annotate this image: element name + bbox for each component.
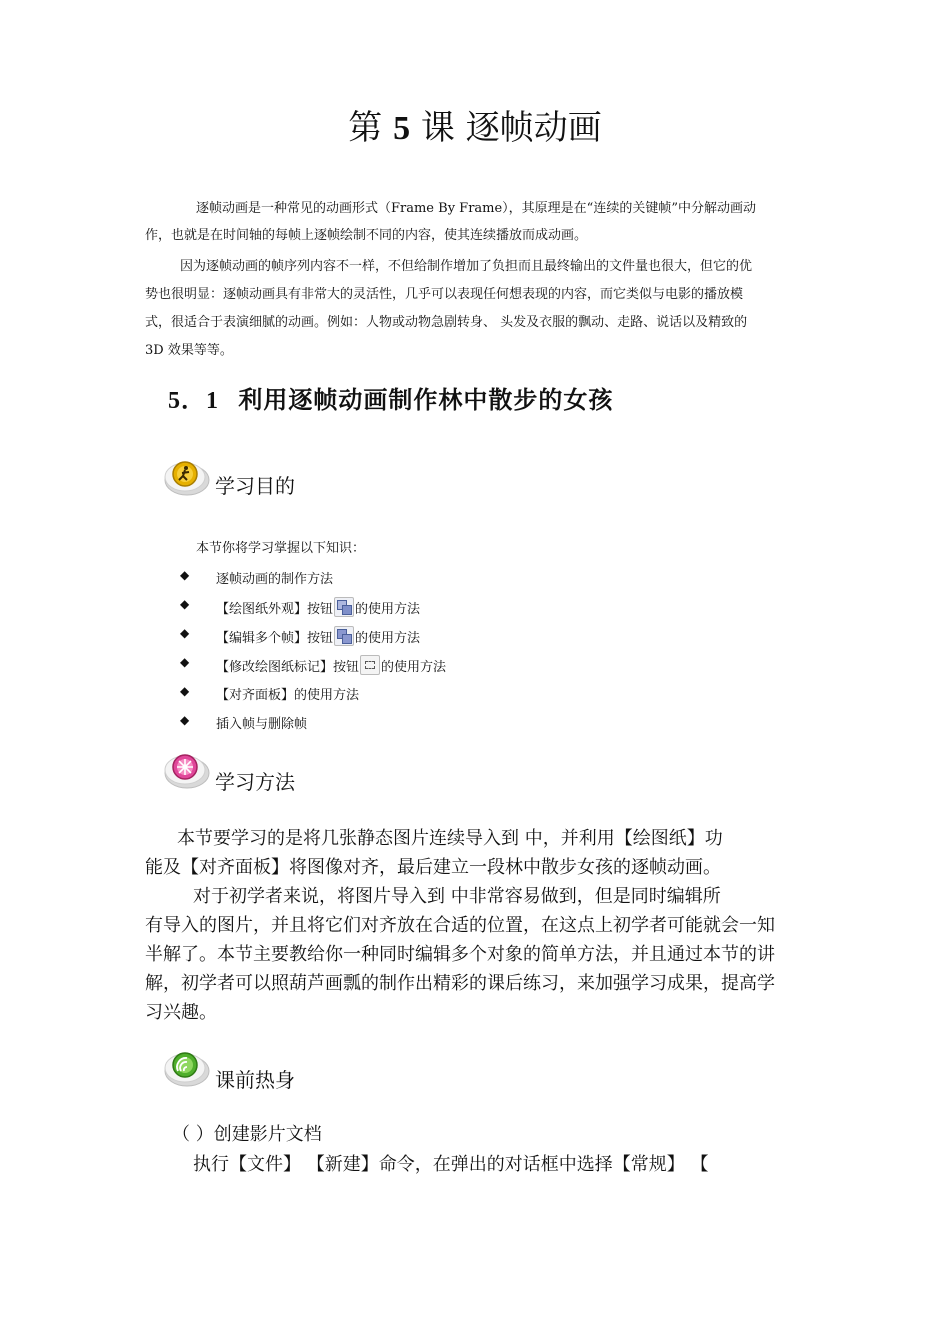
goals-heading: 学习目的 [215, 474, 295, 498]
bullet-diamond-icon: ◆ [180, 568, 190, 582]
flower-icon [163, 749, 213, 789]
title-prefix: 第 [348, 108, 383, 148]
method-line-4: 有导入的图片，并且将它们对齐放在合适的位置，在这点上初学者可能就会一知 [145, 915, 775, 936]
running-person-icon [163, 456, 213, 496]
step-title: （ ）创建影片文档 [172, 1124, 322, 1145]
method-line-5: 半解了。本节主要教给你一种同时编辑多个对象的简单方法，并且通过本节的讲 [145, 944, 775, 965]
goal-line [216, 597, 420, 617]
goals-intro: 本节你将学习掌握以下知识： [196, 541, 366, 556]
title-number: 5 [393, 110, 411, 147]
lesson-title [0, 100, 950, 149]
section-title: 利用逐帧动画制作林中散步的女孩 [238, 386, 614, 414]
bullet-diamond-icon: ◆ [180, 684, 190, 698]
section-number: 5．1 [168, 388, 219, 414]
intro-line-3: 因为逐帧动画的帧序列内容不一样，不但给制作增加了负担而且最终输出的文件量也很大，但它的优 [180, 259, 753, 274]
modify-onion-markers-icon [360, 655, 380, 675]
list-item [180, 684, 580, 704]
goal-text-suffix: 的使用方法 [381, 660, 447, 675]
goal-text-suffix: 的使用方法 [355, 631, 421, 646]
bullet-diamond-icon: ◆ [180, 655, 190, 669]
goal-text-suffix: 的使用方法 [355, 602, 421, 617]
title-suffix: 课 逐帧动画 [420, 108, 602, 148]
list-item [180, 568, 580, 588]
method-line-1: 本节要学习的是将几张静态图片连续导入到 中，并利用【绘图纸】功 [177, 828, 723, 849]
intro-line-2: 作，也就是在时间轴的每帧上逐帧绘制不同的内容，使其连续播放而成动画。 [145, 228, 588, 243]
section-heading [168, 380, 613, 415]
signal-icon [163, 1047, 213, 1087]
method-line-3: 对于初学者来说，将图片导入到 中非常容易做到，但是同时编辑所 [193, 886, 721, 907]
onion-skin-icon [334, 597, 354, 617]
step-text: 执行【文件】 【新建】命令，在弹出的对话框中选择【常规】 【 [193, 1154, 709, 1175]
intro-line-4: 势也很明显：逐帧动画具有非常大的灵活性，几乎可以表现任何想表现的内容，而它类似与电影的播放模 [145, 287, 744, 302]
bullet-diamond-icon: ◆ [180, 597, 190, 611]
goal-text: 插入帧与删除帧 [216, 717, 308, 732]
list-item [180, 713, 580, 733]
method-line-2: 能及【对齐面板】将图像对齐，最后建立一段林中散步女孩的逐帧动画。 [145, 857, 721, 878]
goal-text: 逐帧动画的制作方法 [216, 572, 334, 587]
list-item [180, 626, 580, 646]
goal-line [216, 626, 420, 646]
goal-text: 【修改绘图纸标记】按钮 [216, 660, 360, 675]
method-line-6: 解，初学者可以照葫芦画瓢的制作出精彩的课后练习，来加强学习成果，提高学 [145, 973, 775, 994]
edit-multiple-frames-icon [334, 626, 354, 646]
goal-text: 【编辑多个帧】按钮 [216, 631, 334, 646]
goal-text: 【对齐面板】的使用方法 [216, 688, 360, 703]
goal-line [216, 655, 446, 675]
bullet-diamond-icon: ◆ [180, 626, 190, 640]
method-heading: 学习方法 [215, 770, 295, 794]
list-item [180, 597, 580, 617]
intro-line-5: 式，很适合于表演细腻的动画。例如：人物或动物急剧转身、 头发及衣服的飘动、走路、说话以及精致的 [145, 315, 748, 330]
intro-line-1: 逐帧动画是一种常见的动画形式（Frame By Frame），其原理是在“连续的关键帧”中分解动画动 [196, 201, 756, 216]
goal-text: 【绘图纸外观】按钮 [216, 602, 334, 617]
warmup-heading: 课前热身 [215, 1068, 295, 1092]
intro-line-6: 3D 效果等等。 [145, 343, 233, 358]
method-line-7: 习兴趣。 [145, 1002, 217, 1023]
bullet-diamond-icon: ◆ [180, 713, 190, 727]
list-item [180, 655, 580, 675]
